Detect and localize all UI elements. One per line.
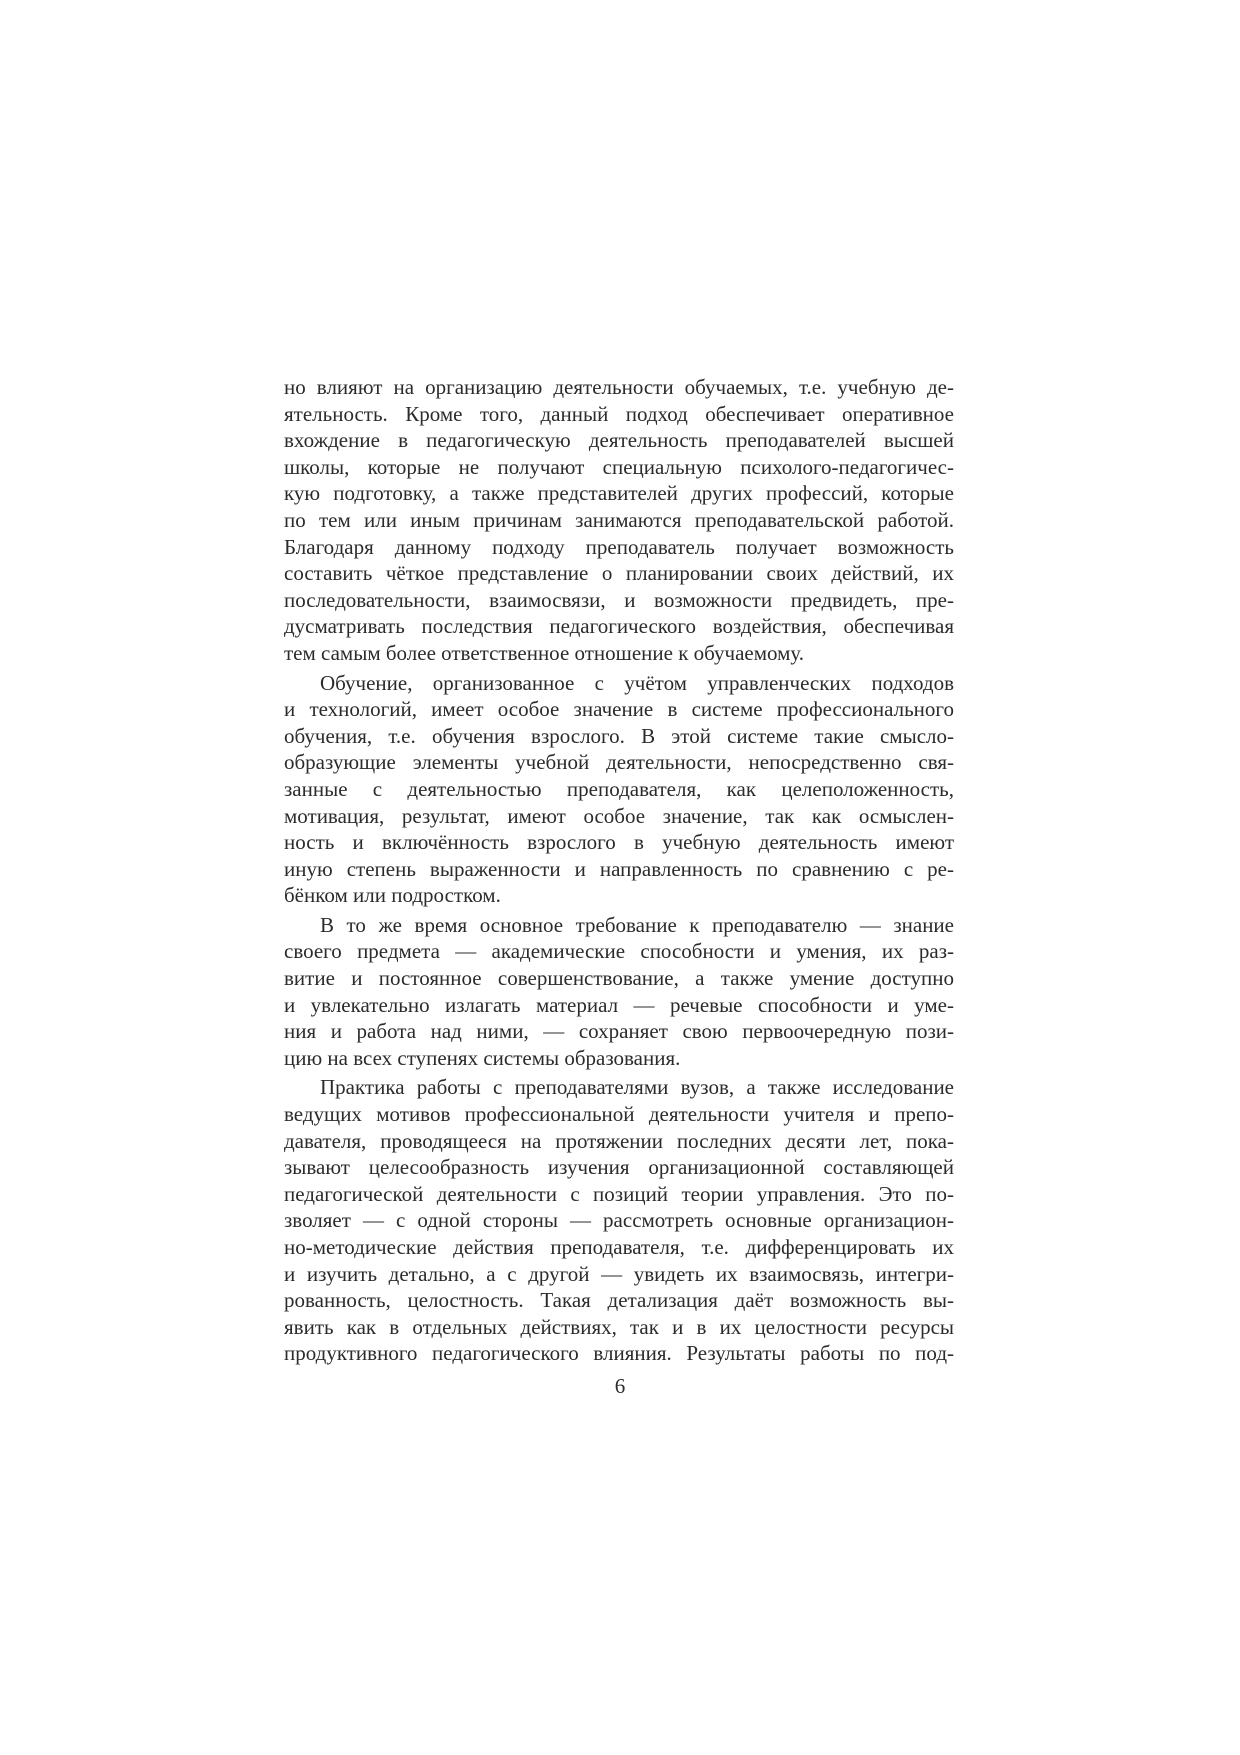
text-line: дусматривать последствия педагогического воздействия, обеспечивая: [284, 614, 954, 639]
text-line: составить чёткое представление о планировании своих действий, их: [284, 561, 954, 586]
paragraph-1: [284, 374, 954, 667]
text-line: вхождение в педагогическую деятельность преподавателей высшей: [284, 428, 954, 453]
text-line: цию на всех ступенях системы образования.: [284, 1045, 681, 1070]
text-line: но-методические действия преподавателя, т.е. дифференцировать их: [284, 1235, 954, 1259]
paragraph-4: [284, 1074, 954, 1367]
text-line: школы, которые не получают специальную психолого-педагогичес-: [284, 454, 954, 479]
text-line: явить как в отдельных действиях, так и в их целостности ресурсы: [284, 1314, 954, 1339]
paragraph-3: [284, 912, 954, 1072]
text-line: зволяет — с одной стороны — рассмотреть основные организацион-: [284, 1208, 954, 1233]
text-line: обучения, т.е. обучения взрослого. В этой системе такие смысло-: [284, 723, 954, 748]
text-line: бёнком или подростком.: [284, 883, 501, 908]
text-line: ятельность. Кроме того, данный подход обеспечивает оперативное: [284, 401, 954, 426]
text-line: продуктивного педагогического влияния. Результаты работы по под-: [284, 1341, 954, 1366]
text-line: витие и постоянное совершенствование, а также умение доступно: [284, 966, 954, 991]
text-line: рованность, целостность. Такая детализация даёт возможность вы-: [284, 1288, 954, 1313]
page-number: 6: [614, 1374, 626, 1398]
text-line: иную степень выраженности и направленность по сравнению с ре-: [284, 856, 954, 881]
text-line: и изучить детально, а с другой — увидеть их взаимосвязь, интегри-: [284, 1261, 954, 1286]
text-line: своего предмета — академические способности и умения, их раз-: [284, 939, 954, 964]
text-line: ведущих мотивов профессиональной деятельности учителя и препо-: [284, 1102, 954, 1127]
text-line: педагогической деятельности с позиций теории управления. Это по-: [284, 1181, 954, 1206]
text-line: тем самым более ответственное отношение к обучаемому.: [284, 640, 805, 665]
body-text: [284, 374, 954, 1367]
text-line: В то же время основное требование к преподавателю — знание: [320, 912, 954, 937]
text-line: мотивация, результат, имеют особое значение, так как осмыслен-: [284, 803, 954, 828]
text-line: кую подготовку, а также представителей других профессий, которые: [284, 481, 954, 506]
text-line: но влияют на организацию деятельности обучаемых, т.е. учебную де-: [284, 375, 954, 399]
text-line: ния и работа над ними, — сохраняет свою первоочередную пози-: [284, 1019, 954, 1044]
text-line: последовательности, взаимосвязи, и возможности предвидеть, пре-: [284, 587, 954, 612]
text-line: образующие элементы учебной деятельности, непосредственно свя-: [284, 750, 954, 775]
text-line: зывают целесообразность изучения организационной составляющей: [284, 1155, 954, 1180]
text-line: по тем или иным причинам занимаются преподавательской работой.: [284, 507, 954, 532]
text-line: занные с деятельностью преподавателя, как целеположенность,: [284, 776, 954, 801]
text-line: и увлекательно излагать материал — речевые способности и уме-: [284, 992, 954, 1017]
text-line: Практика работы с преподавателями вузов, а также исследование: [320, 1075, 954, 1100]
text-line: Благодаря данному подходу преподаватель получает возможность: [284, 534, 954, 559]
text-line: Обучение, организованное с учётом управленческих подходов: [320, 670, 954, 695]
text-line: ность и включённость взрослого в учебную деятельность имеют: [284, 830, 954, 855]
paragraph-2: [284, 670, 954, 909]
text-line: давателя, проводящееся на протяжении последних десяти лет, пока-: [284, 1128, 954, 1153]
text-line: и технологий, имеет особое значение в системе профессионального: [284, 697, 954, 722]
